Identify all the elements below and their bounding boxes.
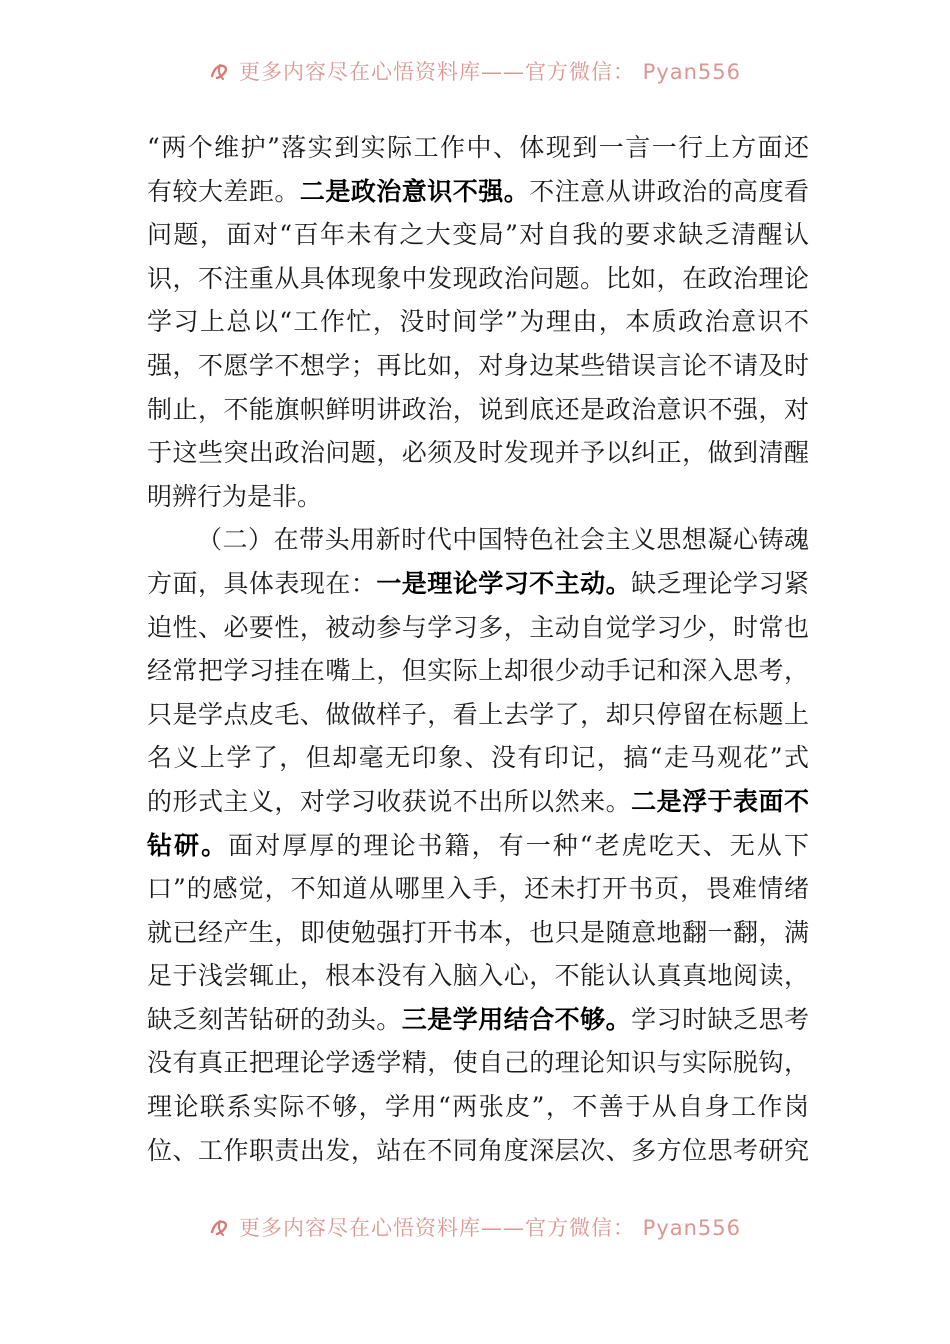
text-line	[147, 344, 809, 388]
watermark-logo-icon	[209, 1216, 231, 1238]
text-run: 不注意从讲政治的高度看	[529, 176, 809, 206]
text-line	[147, 300, 809, 344]
text-run: 制止，不能旗帜鲜明讲政治，说到底还是政治意识不强，对	[147, 394, 809, 424]
text-run: 问题，面对“百年未有之大变局”对自我的要求缺乏清醒认	[147, 220, 809, 250]
paragraph	[147, 126, 809, 518]
bold-text-run: 二是浮于表面不	[631, 786, 809, 816]
text-run: 方面，具体表现在：	[147, 568, 377, 598]
text-run: 足于浅尝辄止，根本没有入脑入心，不能认认真真地阅读，	[147, 961, 809, 991]
text-line	[147, 562, 809, 606]
text-run: 明辨行为是非。	[147, 481, 323, 511]
text-run: 理论联系实际不够，学用“两张皮”，不善于从自身工作岗	[147, 1092, 809, 1122]
text-run: 缺乏刻苦钻研的劲头。	[147, 1004, 402, 1034]
text-line	[147, 213, 809, 257]
bold-text-run: 一是理论学习不主动。	[376, 568, 632, 598]
text-line	[147, 518, 809, 562]
text-line	[147, 824, 809, 868]
text-run: 名义上学了，但却毫无印象、没有印记，搞“走马观花”式	[147, 743, 809, 773]
bold-text-run: 二是政治意识不强。	[299, 176, 530, 206]
watermark-text: 更多内容尽在心悟资料库——官方微信： Pyan556	[238, 1216, 742, 1240]
document-body	[147, 126, 809, 1172]
text-line	[147, 780, 809, 824]
text-run: 只是学点皮毛、做做样子，看上去学了，却只停留在标题上	[147, 699, 809, 729]
text-line	[147, 911, 809, 955]
text-run: （二）在带头用新时代中国特色社会主义思想凝心铸魂	[197, 525, 809, 555]
text-line	[147, 736, 809, 780]
text-run: 学习时缺乏思考	[631, 1004, 809, 1034]
text-line	[147, 998, 809, 1042]
text-line	[147, 649, 809, 693]
text-line	[147, 257, 809, 301]
text-line	[147, 475, 809, 519]
text-run: 面对厚厚的理论书籍，有一种“老虎吃天、无从下	[228, 830, 809, 860]
text-line	[147, 1085, 809, 1129]
text-run: 迫性、必要性，被动参与学习多，主动自觉学习少，时常也	[147, 612, 809, 642]
text-line	[147, 431, 809, 475]
text-run: 位、工作职责出发，站在不同角度深层次、多方位思考研究	[147, 1135, 809, 1165]
text-run: “两个维护”落实到实际工作中、体现到一言一行上方面还	[147, 133, 809, 162]
text-run: 的形式主义，对学习收获说不出所以然来。	[147, 786, 632, 816]
footer-watermark	[0, 1212, 950, 1242]
text-run: 有较大差距。	[147, 176, 300, 206]
text-run: 就已经产生，即使勉强打开书本，也只是随意地翻一翻，满	[147, 917, 809, 947]
text-line	[147, 170, 809, 214]
text-run: 于这些突出政治问题，必须及时发现并予以纠正，做到清醒	[147, 438, 809, 468]
header-watermark	[0, 56, 950, 86]
text-run: 识，不注重从具体现象中发现政治问题。比如，在政治理论	[147, 263, 809, 293]
bold-text-run: 钻研。	[147, 830, 229, 860]
text-line	[147, 867, 809, 911]
text-line	[147, 1129, 809, 1173]
watermark-logo-icon	[209, 60, 231, 82]
text-line	[147, 954, 809, 998]
text-run: 强，不愿学不想学；再比如，对身边某些错误言论不请及时	[147, 350, 809, 380]
text-line	[147, 693, 809, 737]
text-run: 缺乏理论学习紧	[631, 568, 809, 598]
text-run: 没有真正把理论学透学精，使自己的理论知识与实际脱钩，	[147, 1048, 809, 1078]
paragraph	[147, 518, 809, 1172]
text-line	[147, 126, 809, 170]
text-run: 学习上总以“工作忙，没时间学”为理由，本质政治意识不	[147, 307, 809, 337]
text-line	[147, 1041, 809, 1085]
text-line	[147, 388, 809, 432]
bold-text-run: 三是学用结合不够。	[401, 1004, 632, 1034]
watermark-text: 更多内容尽在心悟资料库——官方微信： Pyan556	[238, 60, 742, 84]
text-line	[147, 606, 809, 650]
text-run: 口”的感觉，不知道从哪里入手，还未打开书页，畏难情绪	[147, 874, 809, 904]
text-run: 经常把学习挂在嘴上，但实际上却很少动手记和深入思考，	[147, 656, 809, 686]
